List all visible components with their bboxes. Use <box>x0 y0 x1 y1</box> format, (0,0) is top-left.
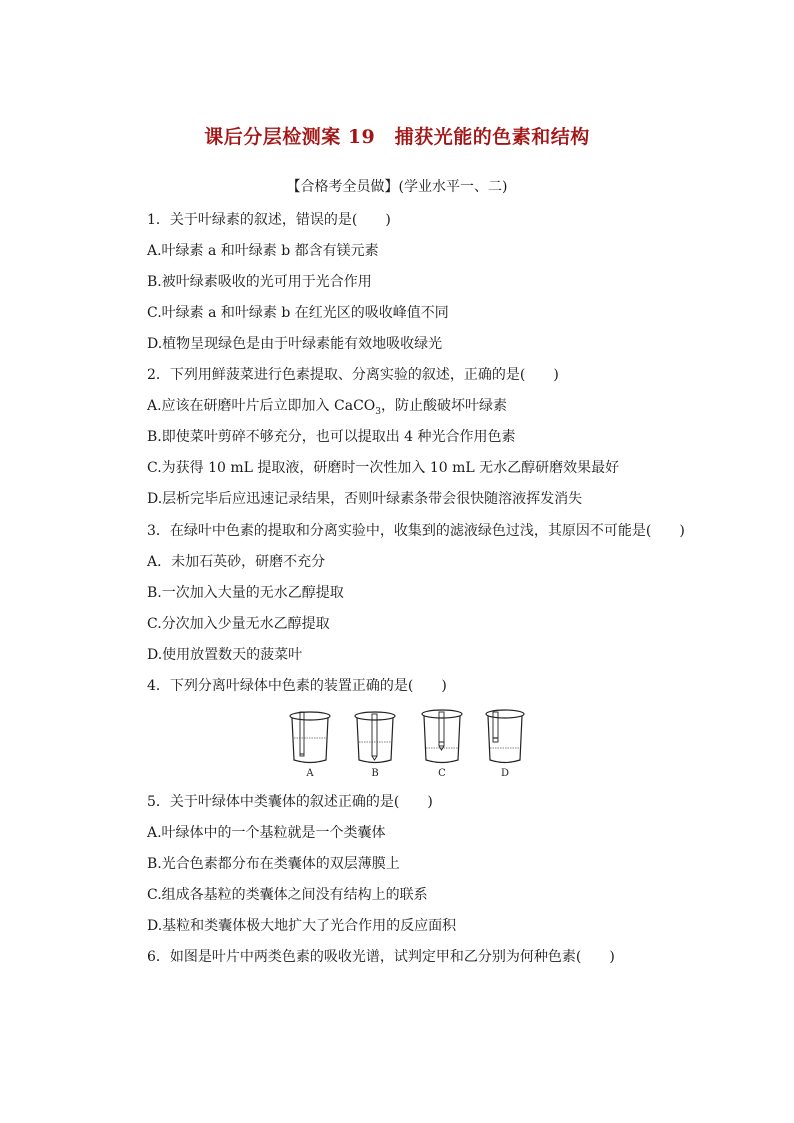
question-5-option-c: C.组成各基粒的类囊体之间没有结构上的联系 <box>147 887 428 903</box>
question-5-stem: 5．关于叶绿体中类囊体的叙述正确的是( ) <box>147 794 433 810</box>
question-3-stem: 3．在绿叶中色素的提取和分离实验中，收集到的滤液绿色过浅，其原因不可能是( ) <box>147 523 685 539</box>
question-5-option-b: B.光合色素都分布在类囊体的双层薄膜上 <box>147 856 400 872</box>
figure-label-d: D <box>500 768 510 779</box>
question-3-option-a: A．未加石英砂，研磨不充分 <box>147 554 326 570</box>
question-1-option-b: B.被叶绿素吸收的光可用于光合作用 <box>147 274 372 290</box>
question-6-stem: 6．如图是叶片中两类色素的吸收光谱，试判定甲和乙分别为何种色素( ) <box>147 949 615 965</box>
question-3-option-d: D.使用放置数天的菠菜叶 <box>147 647 303 663</box>
figure-label-b: B <box>371 768 379 779</box>
question-1-stem: 1．关于叶绿素的叙述，错误的是( ) <box>147 212 391 228</box>
question-5-option-a: A.叶绿体中的一个基粒就是一个类囊体 <box>147 825 386 841</box>
question-2-stem: 2．下列用鲜菠菜进行色素提取、分离实验的叙述，正确的是( ) <box>147 367 559 383</box>
question-2-option-c: C.为获得 10 mL 提取液，研磨时一次性加入 10 mL 无水乙醇研磨效果最好 <box>147 460 620 476</box>
question-5-option-d: D.基粒和类囊体极大地扩大了光合作用的反应面积 <box>147 918 457 934</box>
beaker-c <box>422 710 462 763</box>
figure-label-a: A <box>306 768 314 779</box>
question-4-stem: 4．下列分离叶绿体中色素的装置正确的是( ) <box>147 678 447 694</box>
question-1-option-a: A.叶绿素 a 和叶绿素 b 都含有镁元素 <box>147 243 379 259</box>
question-2-option-a-subscript: 3 <box>375 406 381 417</box>
page-title: 课后分层检测案 19 捕获光能的色素和结构 <box>204 126 590 148</box>
question-1-option-d: D.植物呈现绿色是由于叶绿素能有效地吸收绿光 <box>147 336 443 352</box>
question-2-option-a <box>147 396 507 422</box>
beaker-d <box>486 710 524 763</box>
chromatography-apparatus-figure <box>285 708 525 780</box>
question-1-option-c: C.叶绿素 a 和叶绿素 b 在红光区的吸收峰值不同 <box>147 305 449 321</box>
question-3-option-c: C.分次加入少量无水乙醇提取 <box>147 616 330 632</box>
question-2-option-a-text-end: ，防止酸破坏叶绿素 <box>381 398 507 414</box>
question-2-option-d: D.层析完毕后应迅速记录结果，否则叶绿素条带会很快随溶液挥发消失 <box>147 491 583 507</box>
figure-label-c: C <box>438 768 446 779</box>
beaker-b <box>355 712 395 763</box>
question-3-option-b: B.一次加入大量的无水乙醇提取 <box>147 585 344 601</box>
question-2-option-b: B.即使菜叶剪碎不够充分，也可以提取出 4 种光合作用色素 <box>147 429 516 445</box>
question-2-option-a-text: A.应该在研磨叶片后立即加入 CaCO <box>147 398 376 414</box>
section-header: 【合格考全员做】(学业水平一、二) <box>286 179 508 195</box>
beaker-a <box>290 712 330 763</box>
